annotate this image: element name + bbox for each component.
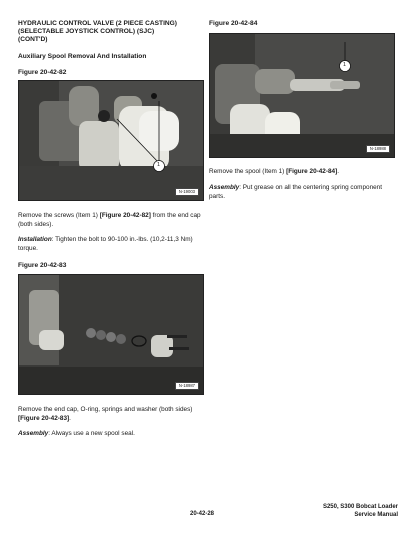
figure-82-instruction: Remove the screws (Item 1) [Figure 20-42-82] from the end cap (both sides). xyxy=(18,212,201,228)
figure-84-callout: 1 xyxy=(343,62,347,68)
figure-84-label: Figure 20-42-84 xyxy=(209,20,258,27)
figure-83-instruction: Remove the end cap, O-ring, springs and washer (both sides) [Figure 20-42-83]. xyxy=(18,406,193,422)
figure-84-instruction: Remove the spool (Item 1) [Figure 20-42-84]. xyxy=(209,168,340,175)
figure-83-photo xyxy=(18,274,204,395)
section-heading: Auxiliary Spool Removal And Installation xyxy=(18,53,147,60)
figure-83-label: Figure 20-42-83 xyxy=(18,262,67,269)
figure-82-illustration xyxy=(19,81,203,200)
figure-84-illustration xyxy=(210,34,394,157)
footer-model: S250, S300 Bobcat Loader xyxy=(322,504,398,510)
title-line-1: HYDRAULIC CONTROL VALVE (2 PIECE CASTING) xyxy=(18,20,177,27)
installation-note: Installation: Tighten the bolt to 90-100 in.-lbs. (10,2-11,3 Nm) torque. xyxy=(18,236,193,252)
page-number: 20-42-28 xyxy=(190,511,215,517)
page-title xyxy=(18,20,203,44)
assembly-note-84: Assembly: Put grease on all the centering spring component parts. xyxy=(209,184,383,200)
figure-83-code: N-18987 xyxy=(175,382,199,390)
figure-82-callout: 1 xyxy=(157,162,161,168)
title-line-2: (SELECTABLE JOYSTICK CONTROL) (SJC) xyxy=(18,28,155,35)
figure-82-photo xyxy=(18,80,204,201)
figure-82-code: N-19003 xyxy=(175,188,199,196)
figure-84-photo xyxy=(209,33,395,158)
title-line-3: (CONT'D) xyxy=(18,36,48,43)
footer-manual: Service Manual xyxy=(354,512,398,518)
figure-83-illustration xyxy=(19,275,203,394)
footer-manual-info xyxy=(323,503,398,519)
figure-84-code: N-18988 xyxy=(366,145,390,153)
assembly-note-83: Assembly: Always use a new spool seal. xyxy=(18,430,135,437)
figure-82-label: Figure 20-42-82 xyxy=(18,69,67,76)
